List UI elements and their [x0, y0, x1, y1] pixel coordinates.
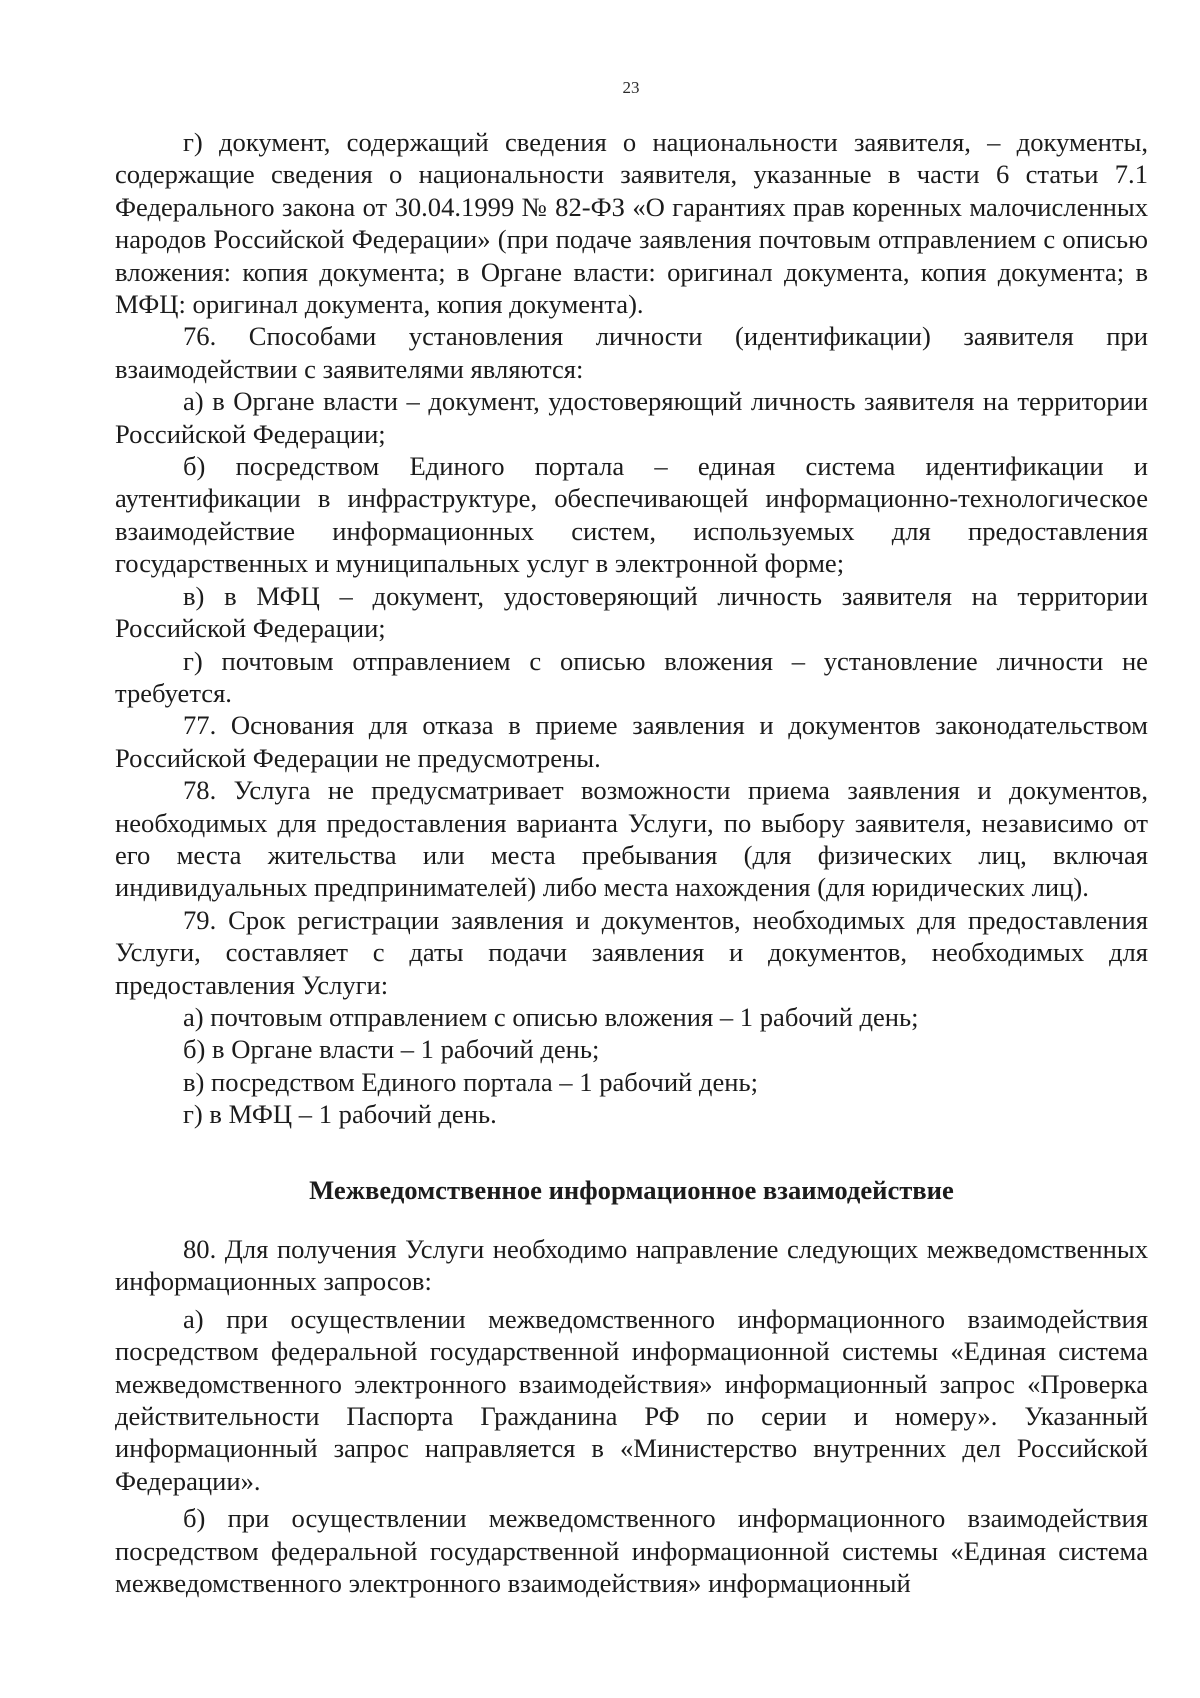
body-text-before-heading — [115, 126, 1148, 1131]
page-number: 23 — [622, 78, 640, 97]
paragraph-76-g: г) почтовым отправлением с описью вложения – установление личности не требуется. — [115, 645, 1148, 708]
paragraph-79: 79. Срок регистрации заявления и документов, необходимых для предоставления Услуги, составляет с даты подачи заявления и документов, необходимых для предоставления Услуги: — [115, 904, 1148, 1000]
paragraph-80: 80. Для получения Услуги необходимо направление следующих межведомственных информационных запросов: — [115, 1234, 1148, 1297]
paragraph-78: 78. Услуга не предусматривает возможности приема заявления и документов, необходимых для предоставления варианта Услуги, по выбору заявителя, независимо от его места жительства или места пребывания (для физических лиц, включая индивидуальных предпринимателей) либо места нахождения (для юридических лиц). — [115, 775, 1148, 903]
paragraph-77: 77. Основания для отказа в приеме заявления и документов законодательством Российской Федерации не предусмотрены. — [115, 710, 1148, 773]
section-heading: Межведомственное информационное взаимодействие — [309, 1175, 954, 1205]
paragraph-79-a: а) почтовым отправлением с описью вложения – 1 рабочий день; — [183, 1001, 919, 1032]
paragraph-76-identification-methods: 76. Способами установления личности (идентификации) заявителя при взаимодействии с заявителями являются: — [115, 321, 1148, 384]
paragraph-79-v: в) посредством Единого портала – 1 рабочий день; — [183, 1066, 759, 1097]
paragraph-g-nationality-document: г) документ, содержащий сведения о национальности заявителя, – документы, содержащие сведения о национальности заявителя, указанные в части 6 статьи 7.1 Федерального закона от 30.04.1999 № 82-ФЗ «О гарантиях прав коренных малочисленных народов Российской Федерации» (при подаче заявления почтовым отправлением с описью вложения: копия документа; в Органе власти: оригинал документа, копия документа; в МФЦ: оригинал документа, копия документа). — [115, 127, 1148, 320]
paragraph-76-a: а) в Органе власти – документ, удостоверяющий личность заявителя на территории Российской Федерации; — [115, 386, 1148, 449]
paragraph-79-b: б) в Органе власти – 1 рабочий день; — [183, 1034, 600, 1065]
paragraph-76-v: в) в МФЦ – документ, удостоверяющий личность заявителя на территории Российской Федерации; — [115, 580, 1148, 644]
paragraph-76-b: б) посредством Единого портала – единая система идентификации и аутентификации в инфраструктуре, обеспечивающей информационно-технологическое взаимодействие информационных систем, используемых для предоставления государственных и муниципальных услуг в электронной форме; — [115, 451, 1148, 579]
paragraph-79-g: г) в МФЦ – 1 рабочий день. — [183, 1099, 497, 1130]
paragraph-80-a: а) при осуществлении межведомственного информационного взаимодействия посредством федеральной государственной информационной системы «Единая система межведомственного электронного взаимодействия» информационный запрос «Проверка действительности Паспорта Гражданина РФ по серии и номеру». Указанный информационный запрос направляется в «Министерство внутренних дел Российской Федерации». — [115, 1303, 1148, 1496]
body-text-after-heading — [115, 1233, 1148, 1599]
paragraph-80-b: б) при осуществлении межведомственного информационного взаимодействия посредством федеральной государственной информационной системы «Единая система межведомственного электронного взаимодействия» информационный — [115, 1503, 1148, 1599]
